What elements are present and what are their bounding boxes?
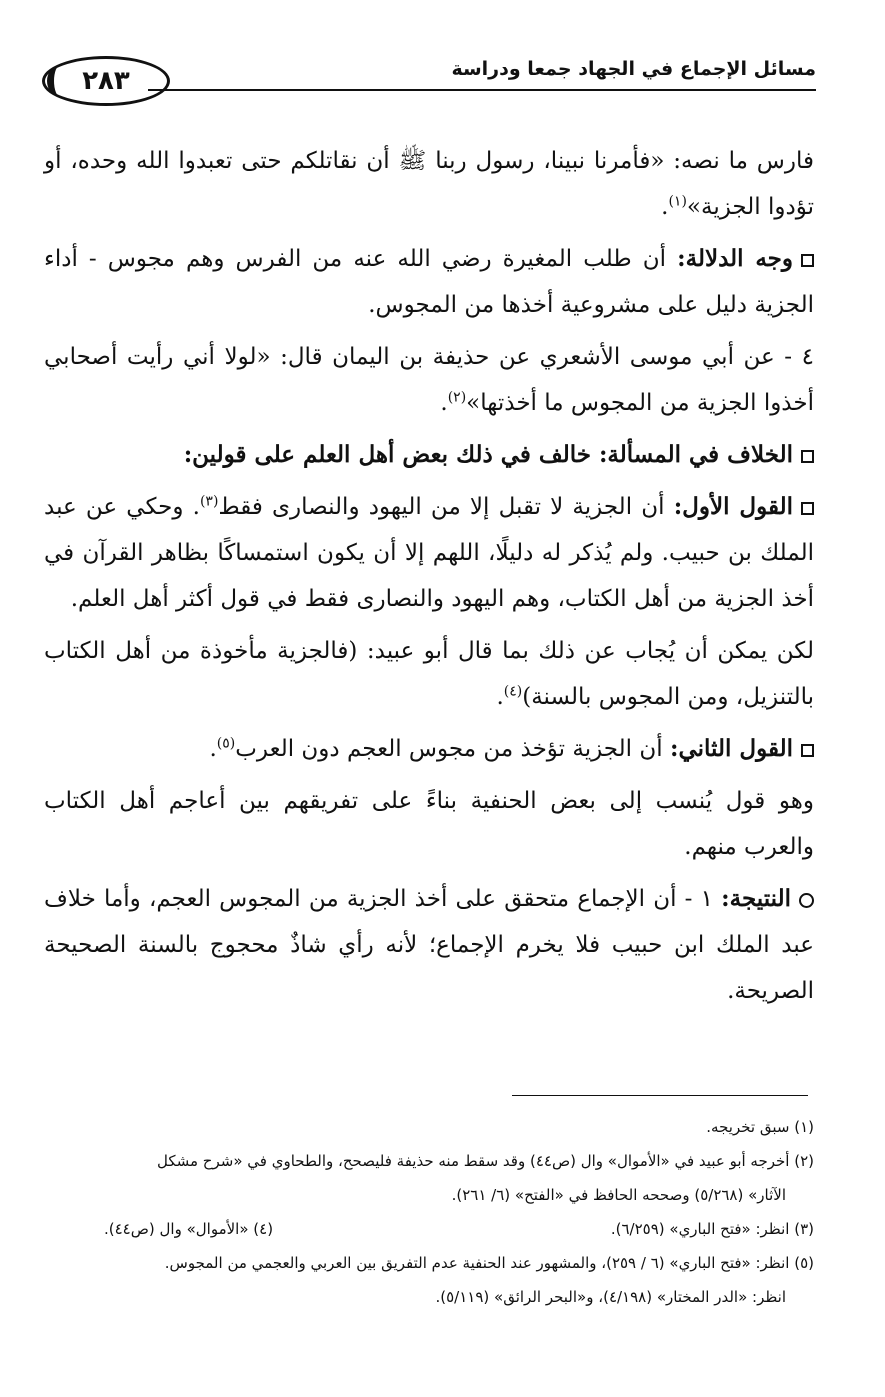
paragraph-3: ٤ - عن أبي موسى الأشعري عن حذيفة بن اليمان قال: «لولا أني رأيت أصحابي أخذوا الجزية من المجوس ما أخذتها»$^{(٢)}$. <box>44 344 814 416</box>
footnotes <box>44 1112 814 1316</box>
footnote-2-line-1: (٢) أخرجه أبو عبيد في «الأموال» وال (ص٤٤) وقد سقط منه حذيفة فليصحح، والطحاوي في «شرح مشكل <box>156 1152 814 1170</box>
circle-bullet-icon <box>799 893 814 908</box>
paragraph-5-text-b: . وحكي عن عبد الملك بن حبيب. ولم يُذكر له دليلًا، اللهم إلا أن يكون استمساكًا بظاهر القرآن في أخذ الجزية من أهل الكتاب، وهم اليهود والنصارى فقط في قول أكثر أهل العلم. <box>44 494 814 612</box>
paragraph-4 <box>44 432 814 478</box>
footnote-2-line-2: الآثار» (٥/٢٦٨) وصححه الحافظ في «الفتح» (٦/ ٢٦١). <box>451 1186 786 1204</box>
paragraph-3-text: ٤ - عن أبي موسى الأشعري عن حذيفة بن اليمان قال: «لولا أني رأيت أصحابي أخذوا الجزية من المجوس ما أخذتها» <box>44 344 814 416</box>
header-rule <box>148 89 816 91</box>
paragraph-9 <box>44 876 814 1014</box>
footnote-ref-1: (١) <box>668 193 687 210</box>
footnote-5-line-1: (٥) انظر: «فتح الباري» (٦ / ٢٥٩)، والمشهور عند الحنفية عدم التفريق بين العربي والعجمي من المجوس. <box>164 1254 814 1272</box>
paragraph-7-text: أن الجزية تؤخذ من مجوس العجم دون العرب <box>235 736 670 762</box>
footnote-ref-5: (٥) <box>216 735 236 752</box>
paragraph-7-label: القول الثاني: <box>669 735 793 762</box>
paragraph-6-text: لكن يمكن أن يُجاب عن ذلك بما قال أبو عبيد: (فالجزية مأخوذة من أهل الكتاب بالتنزيل، ومن المجوس بالسنة) <box>44 638 814 710</box>
paragraph-8 <box>44 778 814 870</box>
main-text <box>44 138 814 1020</box>
paragraph-1: فارس ما نصه: «فأمرنا نبينا، رسول ربنا ﷺ أن نقاتلكم حتى تعبدوا الله وحده، أو تؤدوا الجزية»$^{(١)}$. <box>44 148 814 220</box>
paragraph-4-text: الخلاف في المسألة: خالف في ذلك بعض أهل العلم على قولين: <box>183 441 793 468</box>
paragraph-8-text: وهو قول يُنسب إلى بعض الحنفية بناءً على تفريقهم بين أعاجم أهل الكتاب والعرب منهم. <box>44 788 814 860</box>
paragraph-2 <box>44 236 814 328</box>
running-header <box>38 52 816 110</box>
footnote-3: (٣) انظر: «فتح الباري» (٦/٢٥٩). <box>610 1220 814 1238</box>
paragraph-2-label: وجه الدلالة: <box>677 245 793 272</box>
paragraph-2-text: أن طلب المغيرة رضي الله عنه من الفرس وهم مجوس - أداء الجزية دليل على مشروعية أخذها من المجوس. <box>44 246 814 318</box>
footnote-4: (٤) «الأموال» وال (ص٤٤). <box>104 1220 274 1238</box>
footnote-ref-3: (٣) <box>199 493 219 510</box>
footnote-1: (١) سبق تخريجه. <box>706 1118 814 1136</box>
paragraph-9-text: ١ - أن الإجماع متحقق على أخذ الجزية من المجوس العجم، وأما خلاف عبد الملك ابن حبيب فلا يخرم الإجماع؛ لأنه رأي شاذٌ محجوج بالسنة الصحيحة الصريحة. <box>44 886 814 1004</box>
paragraph-9-label: النتيجة: <box>721 885 792 912</box>
square-bullet-icon <box>801 254 814 267</box>
paragraph-5-text-a: أن الجزية لا تقبل إلا من اليهود والنصارى فقط <box>218 494 674 520</box>
page-number: ٢٨٣ <box>42 56 170 106</box>
square-bullet-icon <box>801 450 814 463</box>
paragraph-6: لكن يمكن أن يُجاب عن ذلك بما قال أبو عبيد: (فالجزية مأخوذة من أهل الكتاب بالتنزيل، ومن المجوس بالسنة)$^{(٤)}$. <box>44 638 814 710</box>
footnote-ref-2: (٢) <box>447 389 467 406</box>
paragraph-7: القول الثاني: أن الجزية تؤخذ من مجوس العجم دون العرب$^{(٥)}$. <box>44 726 814 772</box>
square-bullet-icon <box>801 502 814 515</box>
footnote-ref-4: (٤) <box>503 683 523 700</box>
paragraph-1-text: فارس ما نصه: «فأمرنا نبينا، رسول ربنا ﷺ أن نقاتلكم حتى تعبدوا الله وحده، أو تؤدوا الجزية» <box>44 148 814 220</box>
footnote-separator <box>512 1095 808 1096</box>
paragraph-5 <box>44 484 814 622</box>
footnote-row-3-4 <box>44 1214 814 1244</box>
square-bullet-icon <box>801 744 814 757</box>
paragraph-5-label: القول الأول: <box>673 493 793 520</box>
running-title: مسائل الإجماع في الجهاد جمعا ودراسة <box>451 58 816 80</box>
footnote-5-line-2: انظر: «الدر المختار» (٤/١٩٨)، و«البحر الرائق» (٥/١١٩). <box>435 1288 786 1306</box>
